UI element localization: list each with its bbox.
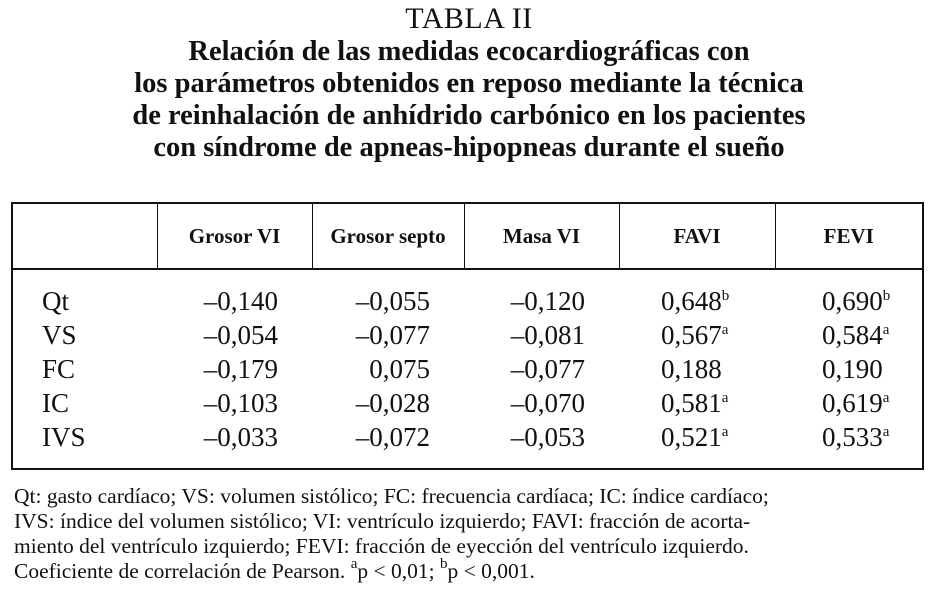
footnote-line-2: IVS: índice del volumen sistólico; VI: ventrículo izquierdo; FAVI: fracción de acorta- [14, 509, 751, 533]
footnote-pearson-line [14, 556, 926, 584]
cell-favi-value: 0,521 [661, 422, 722, 452]
table-title-line-2: los parámetros obtenidos en reposo mediante la técnica [134, 68, 804, 99]
cell-fevi-value: 0,584 [822, 320, 883, 350]
cell-masa-vi: –0,081 [510, 320, 585, 350]
header-masa-vi: Masa VI [464, 204, 619, 269]
footnote-line-3: miento del ventrículo izquierdo; FEVI: fracción de eyección del ventrículo izquierdo. [14, 534, 749, 558]
table-header-row [13, 204, 922, 269]
table-row [13, 420, 922, 454]
table-row [13, 318, 922, 352]
cell-fevi-value: 0,619 [822, 388, 883, 418]
cell-grosor-vi: –0,033 [203, 422, 278, 452]
significance-marker: b [882, 288, 891, 304]
significance-marker: a [721, 322, 729, 338]
cell-favi-value: 0,188 [661, 354, 722, 384]
cell-fevi [775, 386, 922, 420]
cell-grosor-vi: –0,140 [203, 286, 278, 316]
cell-favi [619, 269, 775, 318]
significance-marker: a [721, 424, 729, 440]
significance-marker: a [721, 390, 729, 406]
header-fevi: FEVI [775, 204, 922, 269]
significance-marker: a [882, 322, 890, 338]
table-row [13, 386, 922, 420]
significance-marker: a [882, 424, 890, 440]
row-label: IC [42, 388, 69, 418]
cell-fevi [775, 269, 922, 318]
row-label: VS [42, 320, 77, 350]
cell-grosor-septo: 0,075 [369, 354, 430, 384]
significance-marker-a: a [350, 556, 358, 572]
cell-favi [619, 386, 775, 420]
cell-favi-value: 0,567 [661, 320, 722, 350]
cell-grosor-septo: –0,055 [355, 286, 430, 316]
cell-masa-vi: –0,070 [510, 388, 585, 418]
row-label: Qt [42, 286, 69, 316]
cell-fevi [775, 352, 922, 386]
cell-grosor-septo: –0,072 [355, 422, 430, 452]
table-number: TABLA II [405, 2, 533, 35]
cell-masa-vi: –0,120 [510, 286, 585, 316]
header-favi: FAVI [619, 204, 775, 269]
significance-marker: a [882, 390, 890, 406]
cell-grosor-vi: –0,103 [203, 388, 278, 418]
pearson-text: Coeficiente de correlación de Pearson. [14, 559, 351, 583]
cell-grosor-septo: –0,077 [355, 320, 430, 350]
header-grosor-septo: Grosor septo [312, 204, 464, 269]
cell-fevi-value: 0,533 [822, 422, 883, 452]
table-row [13, 269, 922, 318]
header-grosor-vi: Grosor VI [157, 204, 312, 269]
cell-favi-value: 0,648 [661, 286, 722, 316]
cell-fevi-value: 0,690 [822, 286, 883, 316]
header-empty [13, 204, 157, 269]
data-table-frame [11, 202, 924, 470]
table-row [13, 352, 922, 386]
row-label: IVS [42, 422, 86, 452]
significance-marker: b [721, 288, 730, 304]
cell-favi-value: 0,581 [661, 388, 722, 418]
cell-grosor-septo: –0,028 [355, 388, 430, 418]
table-caption [0, 0, 938, 164]
cell-fevi [775, 420, 922, 454]
cell-fevi [775, 318, 922, 352]
cell-grosor-vi: –0,054 [203, 320, 278, 350]
cell-masa-vi: –0,077 [510, 354, 585, 384]
cell-favi [619, 420, 775, 454]
table-title-line-1: Relación de las medidas ecocardiográficas con [188, 36, 750, 67]
cell-favi [619, 352, 775, 386]
table-title-line-4: con síndrome de apneas-hipopneas durante el sueño [153, 132, 785, 163]
significance-b-text: p < 0,001. [447, 559, 535, 583]
significance-marker-b: b [439, 556, 448, 572]
table-footnotes [14, 484, 926, 584]
significance-a-text: p < 0,01; [357, 559, 440, 583]
table-title-line-3: de reinhalación de anhídrido carbónico en los pacientes [132, 100, 806, 131]
cell-favi [619, 318, 775, 352]
footnote-line-1: Qt: gasto cardíaco; VS: volumen sistólico; FC: frecuencia cardíaca; IC: índice cardíaco; [14, 484, 769, 508]
cell-grosor-vi: –0,179 [203, 354, 278, 384]
cell-masa-vi: –0,053 [510, 422, 585, 452]
row-label: FC [42, 354, 76, 384]
cell-fevi-value: 0,190 [822, 354, 883, 384]
correlation-table [13, 204, 922, 454]
